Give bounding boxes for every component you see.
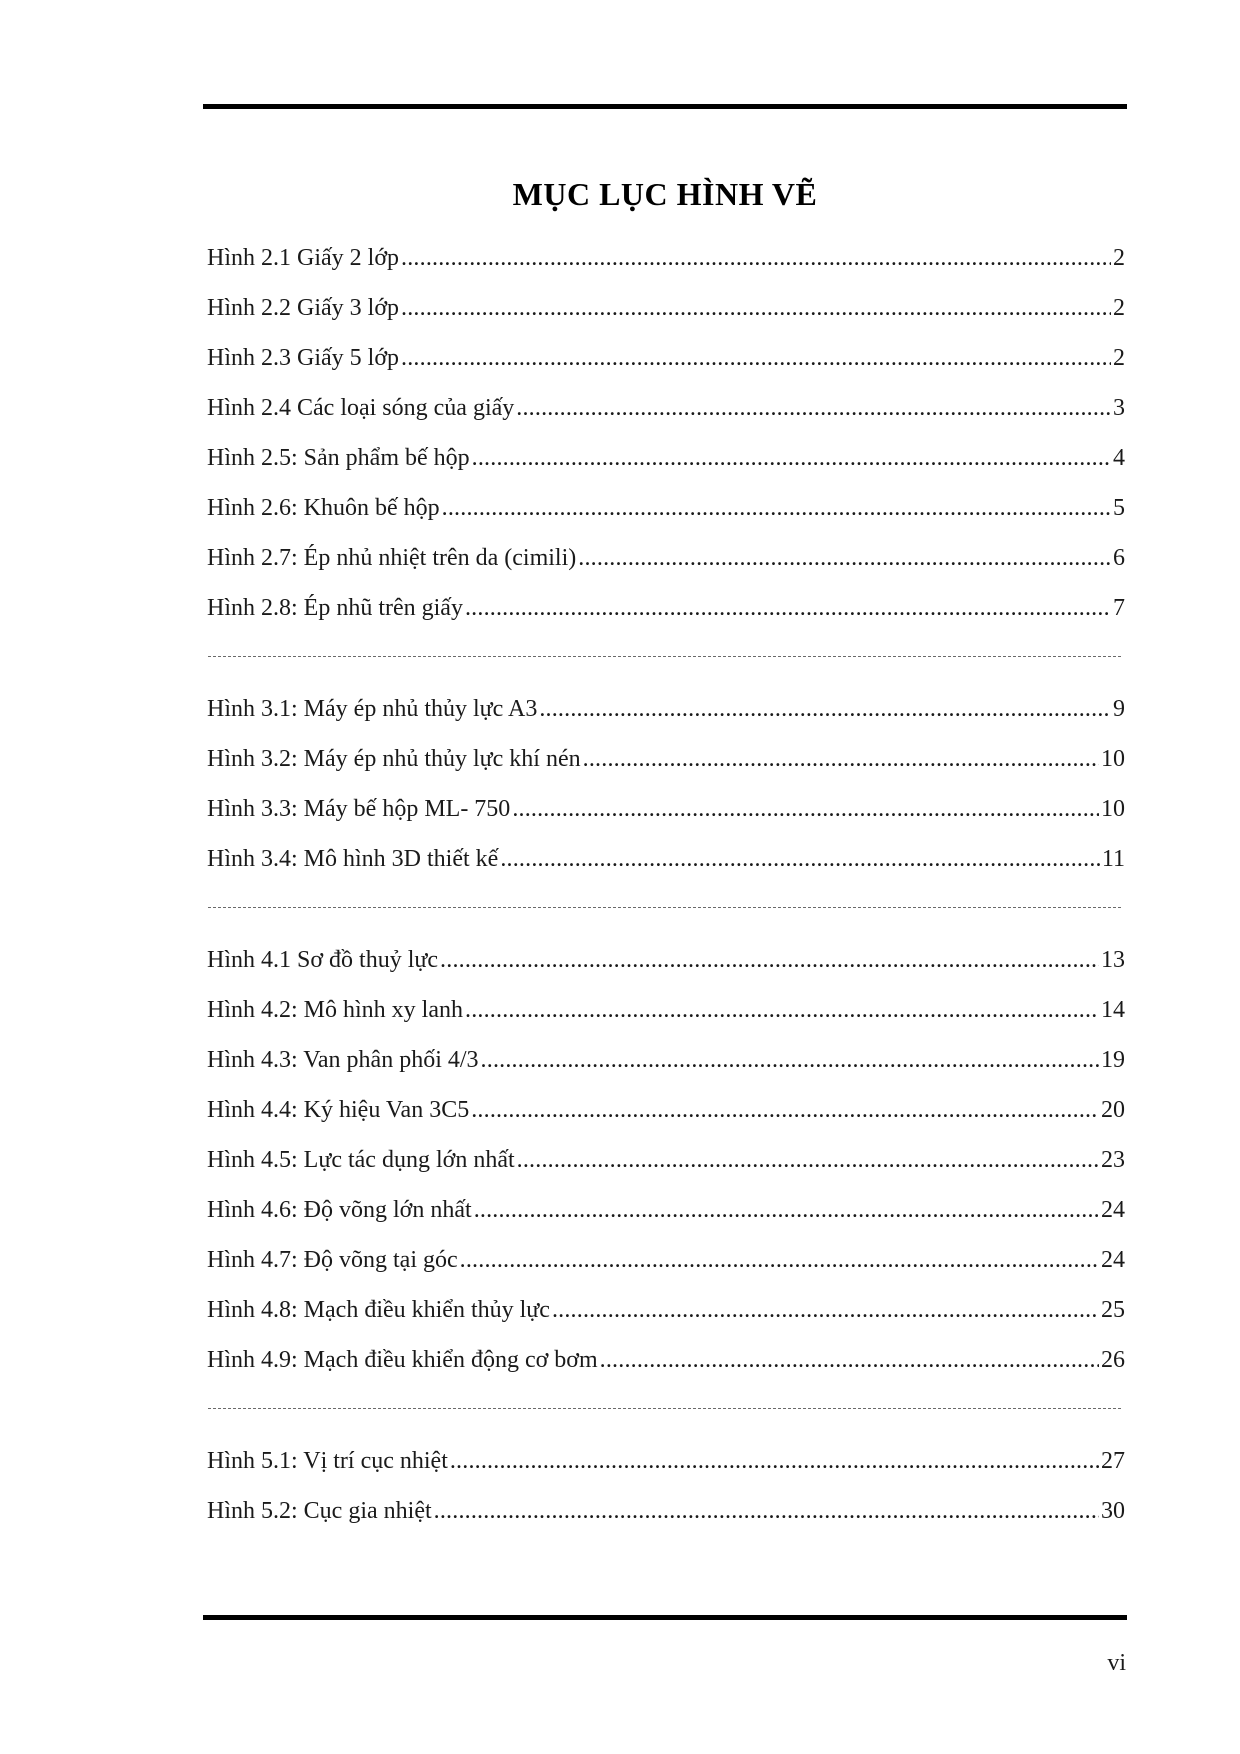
toc-entry-label: Hình 4.8: Mạch điều khiển thủy lực	[207, 1297, 550, 1323]
toc-entry-page: 11	[1101, 846, 1125, 872]
dot-leader	[552, 1285, 1099, 1335]
toc-entry-label: Hình 3.1: Máy ép nhủ thủy lực A3	[207, 696, 538, 722]
dot-leader	[442, 483, 1111, 533]
toc-entry-page: 23	[1101, 1147, 1125, 1173]
toc-entry-label: Hình 4.2: Mô hình xy lanh	[207, 997, 463, 1023]
dot-leader	[472, 433, 1111, 483]
dot-leader	[516, 383, 1111, 433]
toc-entry-page: 24	[1101, 1197, 1125, 1223]
toc-entry[interactable]	[207, 985, 1125, 1035]
toc-entry[interactable]	[207, 233, 1125, 283]
toc-entry-page: 30	[1101, 1498, 1125, 1524]
toc-entry[interactable]	[207, 383, 1125, 433]
toc-entry[interactable]	[207, 834, 1125, 884]
toc-entry-page: 27	[1101, 1448, 1125, 1474]
toc-entry-label: Hình 2.8: Ép nhũ trên giấy	[207, 595, 463, 621]
toc-entry[interactable]	[207, 283, 1125, 333]
toc-entry[interactable]	[207, 734, 1125, 784]
footer-rule	[203, 1615, 1127, 1620]
toc-entry-page: 2	[1113, 345, 1125, 371]
toc-entry-page: 13	[1101, 947, 1125, 973]
toc-entry-label: Hình 3.2: Máy ép nhủ thủy lực khí nén	[207, 746, 581, 772]
dot-leader	[539, 684, 1111, 734]
dot-leader	[401, 333, 1111, 383]
dot-leader	[500, 834, 1100, 884]
figure-group-chapter-5	[207, 1436, 1125, 1536]
toc-entry-page: 5	[1113, 495, 1125, 521]
toc-entry[interactable]	[207, 533, 1125, 583]
toc-entry-label: Hình 4.5: Lực tác dụng lớn nhất	[207, 1147, 515, 1173]
toc-entry-label: Hình 3.3: Máy bế hộp ML- 750	[207, 796, 511, 822]
toc-entry[interactable]	[207, 483, 1125, 533]
toc-entry-page: 9	[1113, 696, 1125, 722]
toc-entry-page: 24	[1101, 1247, 1125, 1273]
toc-entry[interactable]	[207, 1335, 1125, 1385]
dot-leader	[465, 985, 1099, 1035]
dot-leader	[600, 1335, 1099, 1385]
section-divider	[208, 907, 1121, 908]
dot-leader	[460, 1235, 1099, 1285]
toc-entry[interactable]	[207, 1235, 1125, 1285]
toc-entry-label: Hình 4.4: Ký hiệu Van 3C5	[207, 1097, 470, 1123]
toc-entry-label: Hình 4.3: Van phân phối 4/3	[207, 1047, 479, 1073]
dot-leader	[517, 1135, 1099, 1185]
figure-list	[207, 233, 1125, 1536]
dot-leader	[434, 1486, 1099, 1536]
toc-entry[interactable]	[207, 1185, 1125, 1235]
dot-leader	[474, 1185, 1099, 1235]
toc-entry[interactable]	[207, 433, 1125, 483]
toc-entry-page: 26	[1101, 1347, 1125, 1373]
toc-entry-label: Hình 2.3 Giấy 5 lớp	[207, 345, 400, 371]
dot-leader	[401, 283, 1111, 333]
dot-leader	[471, 1085, 1099, 1135]
page-number: vi	[1107, 1650, 1126, 1676]
toc-entry-page: 19	[1101, 1047, 1125, 1073]
toc-entry-label: Hình 4.1 Sơ đồ thuỷ lực	[207, 947, 439, 973]
toc-entry-page: 2	[1113, 295, 1125, 321]
toc-entry[interactable]	[207, 1035, 1125, 1085]
toc-entry-label: Hình 4.6: Độ võng lớn nhất	[207, 1197, 472, 1223]
dot-leader	[440, 935, 1099, 985]
toc-entry-page: 20	[1101, 1097, 1125, 1123]
toc-entry-page: 25	[1101, 1297, 1125, 1323]
toc-entry-page: 7	[1113, 595, 1125, 621]
toc-entry-label: Hình 4.9: Mạch điều khiển động cơ bơm	[207, 1347, 598, 1373]
toc-entry[interactable]	[207, 1285, 1125, 1335]
toc-entry-page: 6	[1113, 545, 1125, 571]
toc-entry[interactable]	[207, 1085, 1125, 1135]
dot-leader	[465, 583, 1111, 633]
header-rule	[203, 104, 1127, 109]
dot-leader	[512, 784, 1099, 834]
dot-leader	[481, 1035, 1099, 1085]
toc-entry[interactable]	[207, 684, 1125, 734]
toc-entry-label: Hình 2.4 Các loại sóng của giấy	[207, 395, 515, 421]
dot-leader	[578, 533, 1111, 583]
dot-leader	[583, 734, 1099, 784]
toc-entry[interactable]	[207, 935, 1125, 985]
section-divider	[208, 1408, 1121, 1409]
section-divider	[208, 656, 1121, 657]
toc-entry[interactable]	[207, 1135, 1125, 1185]
toc-entry-label: Hình 2.7: Ép nhủ nhiệt trên da (cimili)	[207, 545, 577, 571]
dot-leader	[450, 1436, 1099, 1486]
toc-entry[interactable]	[207, 333, 1125, 383]
toc-entry-page: 10	[1101, 746, 1125, 772]
toc-entry-label: Hình 2.1 Giấy 2 lớp	[207, 245, 400, 271]
page-title: MỤC LỤC HÌNH VẼ	[512, 176, 818, 212]
toc-entry[interactable]	[207, 784, 1125, 834]
toc-entry-label: Hình 5.1: Vị trí cục nhiệt	[207, 1448, 448, 1474]
figure-group-chapter-2	[207, 233, 1125, 633]
toc-entry-label: Hình 2.2 Giấy 3 lớp	[207, 295, 400, 321]
toc-entry-label: Hình 5.2: Cục gia nhiệt	[207, 1498, 432, 1524]
toc-entry-page: 3	[1113, 395, 1125, 421]
toc-entry-label: Hình 2.5: Sản phẩm bế hộp	[207, 445, 470, 471]
toc-entry[interactable]	[207, 1436, 1125, 1486]
toc-entry-label: Hình 2.6: Khuôn bế hộp	[207, 495, 440, 521]
toc-entry[interactable]	[207, 583, 1125, 633]
toc-entry-label: Hình 3.4: Mô hình 3D thiết kế	[207, 846, 499, 872]
toc-entry-page: 2	[1113, 245, 1125, 271]
toc-entry-page: 10	[1101, 796, 1125, 822]
toc-entry-page: 4	[1113, 445, 1125, 471]
toc-entry-page: 14	[1101, 997, 1125, 1023]
toc-entry-label: Hình 4.7: Độ võng tại góc	[207, 1247, 458, 1273]
toc-entry[interactable]	[207, 1486, 1125, 1536]
figure-group-chapter-3	[207, 684, 1125, 884]
dot-leader	[401, 233, 1111, 283]
figure-group-chapter-4	[207, 935, 1125, 1385]
